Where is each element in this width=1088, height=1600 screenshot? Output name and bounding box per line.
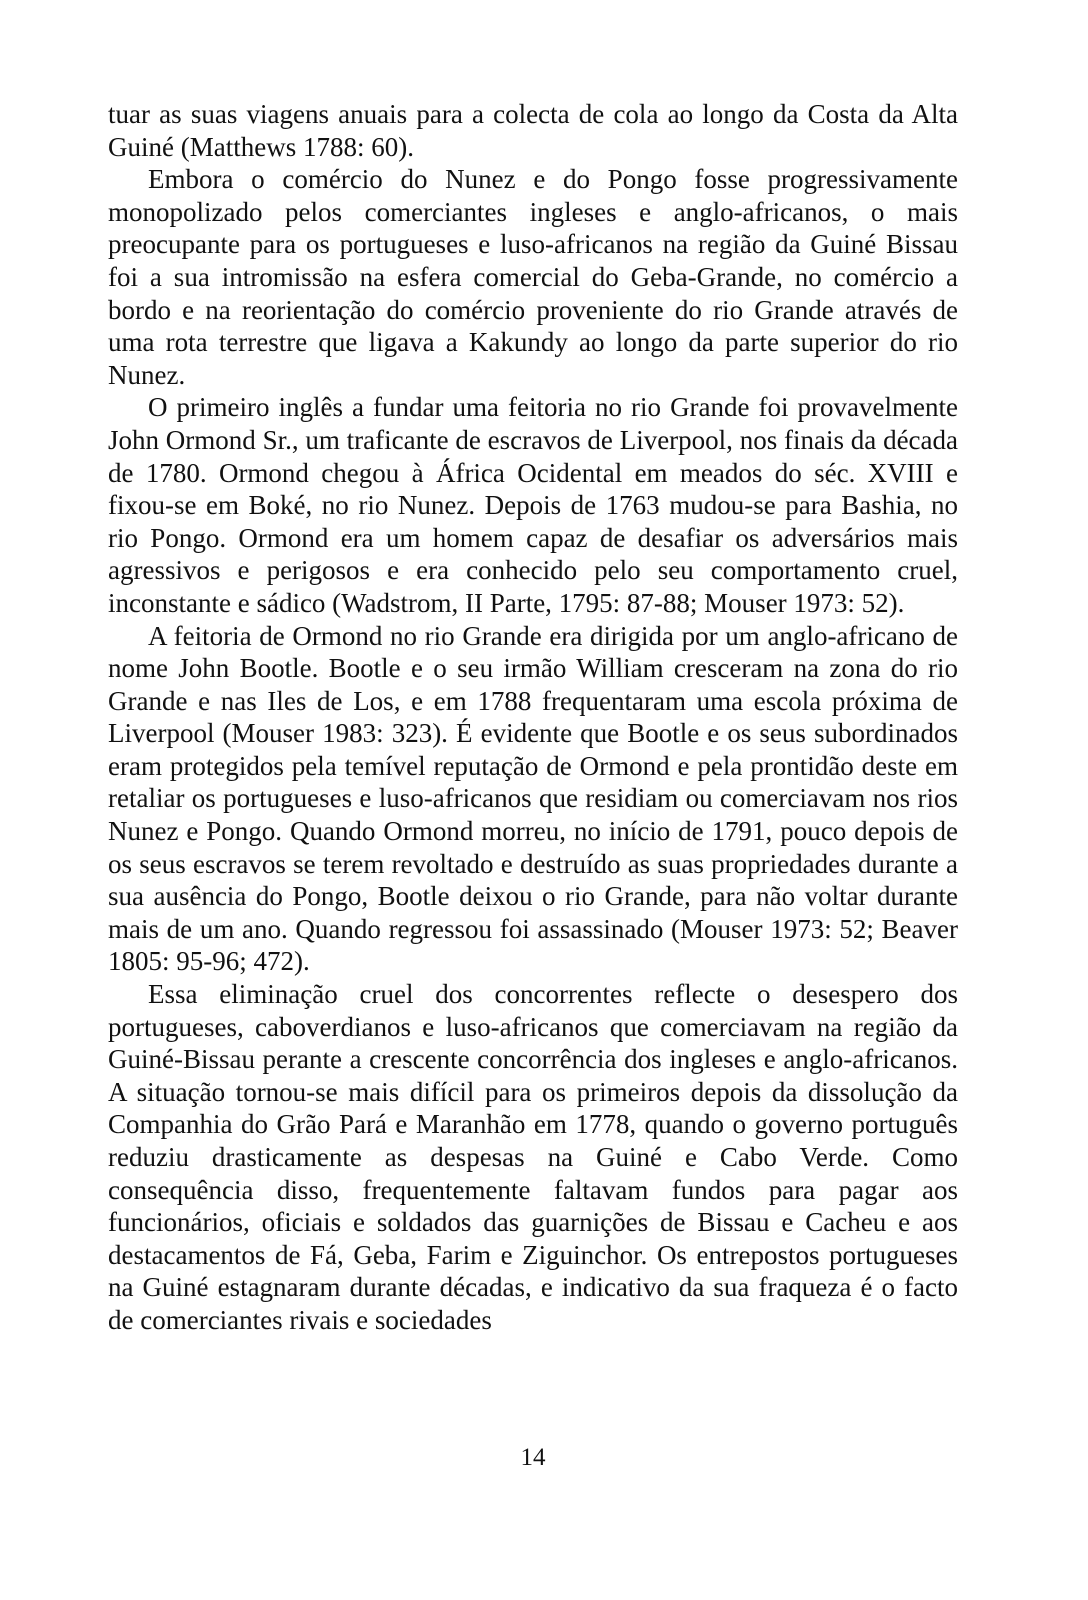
paragraph: Essa eliminação cruel dos concorrentes reflecte o desespero dos portugueses, caboverdianos e luso-africanos que comerciavam na região da Guiné-Bissau perante a crescente concorrência dos ingleses e anglo-africanos. A situação tornou-se mais difícil para os primeiros depois da dissolução da Companhia do Grão Pará e Maranhão em 1778, quando o governo português reduziu drasticamente as despesas na Guiné e Cabo Verde. Como consequência disso, frequentemente faltavam fundos para pagar aos funcionários, oficiais e soldados das guarnições de Bissau e Cacheu e aos destacamentos de Fá, Geba, Farim e Ziguinchor. Os entrepostos portugueses na Guiné estagnaram durante décadas, e indicativo da sua fraqueza é o facto de comerciantes rivais e sociedades [108,979,958,1335]
page-body [108,98,958,1337]
paragraph: Embora o comércio do Nunez e do Pongo fosse progressivamente monopolizado pelos comerciantes ingleses e anglo-africanos, o mais preocupante para os portugueses e luso-africanos na região da Guiné Bissau foi a sua intromissão na esfera comercial do Geba-Grande, no comércio a bordo e na reorientação do comércio proveniente do rio Grande através de uma rota terrestre que ligava a Kakundy ao longo da parte superior do rio Nunez. [108,164,958,390]
paragraph-continuation: tuar as suas viagens anuais para a colecta de cola ao longo da Costa da Alta Guiné (Matthews 1788: 60). [108,99,958,162]
page-number: 14 [520,1444,546,1471]
paragraph: O primeiro inglês a fundar uma feitoria no rio Grande foi provavelmente John Ormond Sr., um traficante de escravos de Liverpool, nos finais da década de 1780. Ormond chegou à África Ocidental em meados do séc. XVIII e fixou-se em Boké, no rio Nunez. Depois de 1763 mudou-se para Bashia, no rio Pongo. Ormond era um homem capaz de desafiar os adversários mais agressivos e perigosos e era conhecido pelo seu comportamento cruel, inconstante e sádico (Wadstrom, II Parte, 1795: 87-88; Mouser 1973: 52). [108,392,958,618]
paragraph: A feitoria de Ormond no rio Grande era dirigida por um anglo-africano de nome John Bootle. Bootle e o seu irmão William cresceram na zona do rio Grande e nas Iles de Los, e em 1788 frequentaram uma escola próxima de Liverpool (Mouser 1983: 323). É evidente que Bootle e os seus subordinados eram protegidos pela temível reputação de Ormond e pela prontidão deste em retaliar os portugueses e luso-africanos que residiam ou comerciavam nos rios Nunez e Pongo. Quando Ormond morreu, no início de 1791, pouco depois de os seus escravos se terem revoltado e destruído as suas propriedades durante a sua ausência do Pongo, Bootle deixou o rio Grande, para não voltar durante mais de um ano. Quando regressou foi assassinado (Mouser 1973: 52; Beaver 1805: 95-96; 472). [108,620,958,977]
